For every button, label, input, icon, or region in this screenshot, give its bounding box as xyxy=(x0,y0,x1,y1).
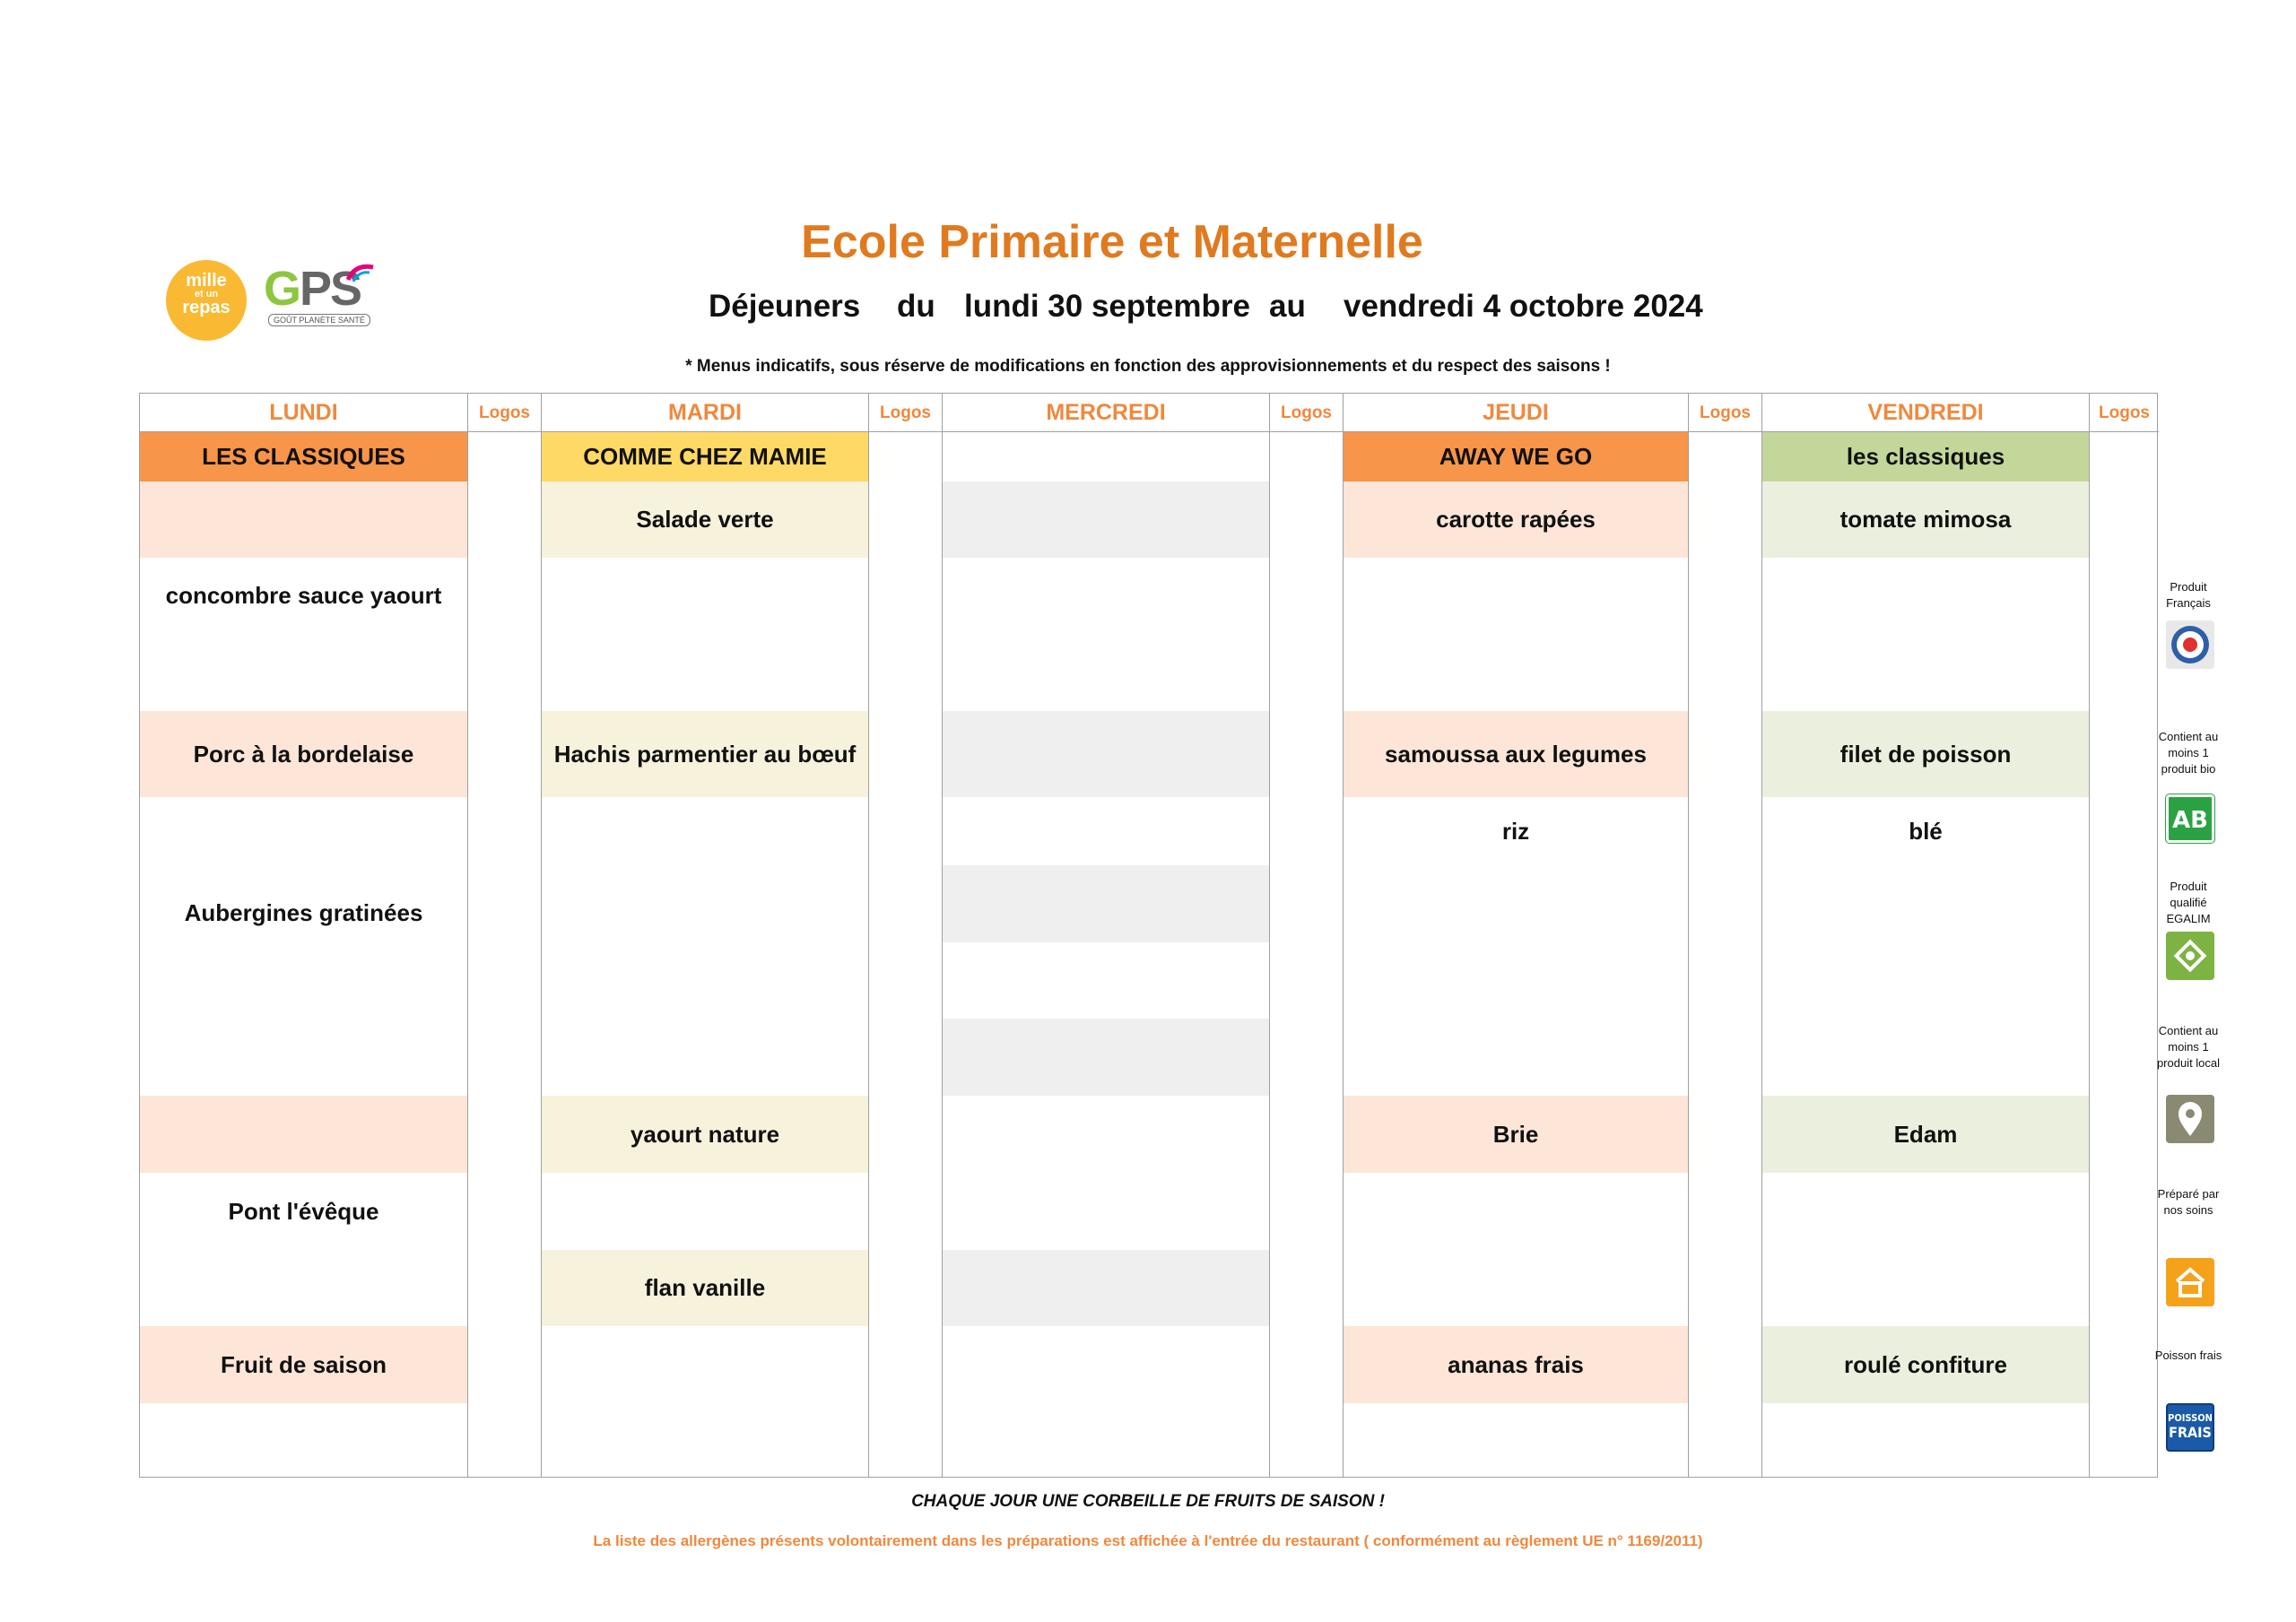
day-header-vendredi: VENDREDI xyxy=(1762,394,2089,432)
dessert-mardi: flan vanille xyxy=(542,1250,868,1326)
subtitle-to: au xyxy=(1269,289,1306,324)
poisson-frais-icon xyxy=(2166,1403,2214,1452)
legend-label-francais: Produit Français xyxy=(2166,580,2211,610)
laitage-vendredi: Edam xyxy=(1762,1096,2089,1173)
subtitle-end-date: vendredi 4 octobre 2024 xyxy=(1344,289,1703,324)
plat-mardi: Hachis parmentier au bœuf xyxy=(542,711,868,797)
logos-column-mardi xyxy=(868,394,942,1477)
poisson-frais-line2: FRAIS xyxy=(2169,1424,2212,1441)
accompagnement-lundi-blank xyxy=(140,797,467,874)
entree-mercredi xyxy=(943,481,1269,558)
laitage-jeudi: Brie xyxy=(1344,1096,1688,1173)
laitage-mardi: yaourt nature xyxy=(542,1096,868,1173)
day-header-mardi: MARDI xyxy=(542,394,868,432)
legend-label-poisson: Poisson frais xyxy=(2154,1349,2222,1362)
mille-et-un-repas-logo xyxy=(166,260,247,341)
logos-column-vendredi xyxy=(2089,394,2159,1477)
logos-column-jeudi xyxy=(1688,394,1761,1477)
plat-jeudi: samoussa aux legumes xyxy=(1344,711,1688,797)
subtitle-lead: Déjeuners xyxy=(709,289,861,324)
dessert-mercredi xyxy=(943,1250,1269,1326)
logos-column-lundi xyxy=(467,394,541,1477)
logos-header-jeudi: Logos xyxy=(1689,394,1761,432)
gps-logo-s: S xyxy=(330,262,361,316)
day-column-mardi xyxy=(541,394,868,1477)
legend-label-bio: Contient au moins 1 produit bio xyxy=(2158,730,2219,776)
mille-logo-text-bottom: repas xyxy=(182,298,230,317)
logos-header-mardi: Logos xyxy=(869,394,942,432)
theme-jeudi: AWAY WE GO xyxy=(1344,432,1688,481)
logos-header-lundi: Logos xyxy=(468,394,541,432)
mille-logo-text-top: mille xyxy=(186,271,227,291)
plat-mercredi xyxy=(943,711,1269,797)
gps-swoosh-icon xyxy=(346,262,377,285)
plat-vendredi: filet de poisson xyxy=(1762,711,2089,797)
legend-label-egalim: Produit qualifié EGALIM xyxy=(2166,880,2211,925)
plat-lundi: Porc à la bordelaise xyxy=(140,711,467,797)
laitage-mercredi xyxy=(943,1019,1269,1096)
egalim-icon xyxy=(2166,932,2214,980)
footer-allergens-note: La liste des allergènes présents volontairement dans les préparations est affichée à l'entrée du restaurant ( conformément au règlement UE n° 1169/2011) xyxy=(593,1532,1703,1549)
accompagnement-lundi: Aubergines gratinées xyxy=(184,898,423,926)
location-pin-icon xyxy=(2166,1095,2214,1143)
logos-column-mercredi xyxy=(1269,394,1343,1477)
day-header-lundi: LUNDI xyxy=(140,394,467,432)
legend-label-local: Contient au moins 1 produit local xyxy=(2156,1024,2221,1070)
entree-vendredi: tomate mimosa xyxy=(1762,481,2089,558)
accompagnement-jeudi: riz xyxy=(1501,817,1530,845)
laitage-lundi: Pont l'évêque xyxy=(228,1197,379,1225)
accompagnement-mercredi xyxy=(943,865,1269,942)
day-column-lundi xyxy=(140,394,467,1477)
day-column-jeudi xyxy=(1343,394,1688,1477)
svg-text:AB: AB xyxy=(2172,807,2208,834)
dessert-lundi: Fruit de saison xyxy=(140,1326,467,1403)
gps-logo-g: G xyxy=(264,262,300,316)
day-column-vendredi xyxy=(1761,394,2089,1477)
subtitle-from: du xyxy=(897,289,935,324)
disclaimer: * Menus indicatifs, sous réserve de modifications en fonction des approvisionnements et du respect des saisons ! xyxy=(685,357,1611,376)
entree-lundi: concombre sauce yaourt xyxy=(165,582,442,609)
dessert-vendredi: roulé confiture xyxy=(1762,1326,2089,1403)
footer-fruits-note: CHAQUE JOUR UNE CORBEILLE DE FRUITS DE SAISON ! xyxy=(911,1492,1385,1511)
poisson-frais-line1: POISSON xyxy=(2168,1412,2213,1424)
mille-logo-text-mid: et un xyxy=(194,289,219,299)
entree-mardi: Salade verte xyxy=(542,481,868,558)
dessert-jeudi: ananas frais xyxy=(1344,1326,1688,1403)
entree-jeudi: carotte rapées xyxy=(1344,481,1688,558)
laitage-lundi-shade xyxy=(140,1096,467,1173)
entree-lundi-shade xyxy=(140,481,467,558)
theme-vendredi: les classiques xyxy=(1762,432,2089,481)
gps-logo xyxy=(264,262,380,329)
day-header-mercredi: MERCREDI xyxy=(943,394,1269,432)
logos-header-vendredi: Logos xyxy=(2090,394,2159,432)
logos-header-mercredi: Logos xyxy=(1270,394,1343,432)
day-header-jeudi: JEUDI xyxy=(1344,394,1688,432)
theme-lundi: LES CLASSIQUES xyxy=(140,432,467,481)
house-icon xyxy=(2166,1258,2214,1306)
gps-tagline: GOÛT PLANÈTE SANTÉ xyxy=(268,314,370,326)
day-column-mercredi xyxy=(942,394,1269,1477)
legend-label-prepare: Préparé par nos soins xyxy=(2157,1187,2220,1217)
accompagnement-vendredi: blé xyxy=(1909,817,1943,845)
theme-mardi: COMME CHEZ MAMIE xyxy=(542,432,868,481)
page-title: Ecole Primaire et Maternelle xyxy=(801,216,1423,268)
french-roundel-icon xyxy=(2166,620,2214,669)
menu-table xyxy=(139,393,2158,1478)
gps-logo-p: P xyxy=(300,262,331,316)
subtitle-start-date: lundi 30 septembre xyxy=(964,289,1250,324)
ab-bio-icon xyxy=(2166,794,2214,843)
